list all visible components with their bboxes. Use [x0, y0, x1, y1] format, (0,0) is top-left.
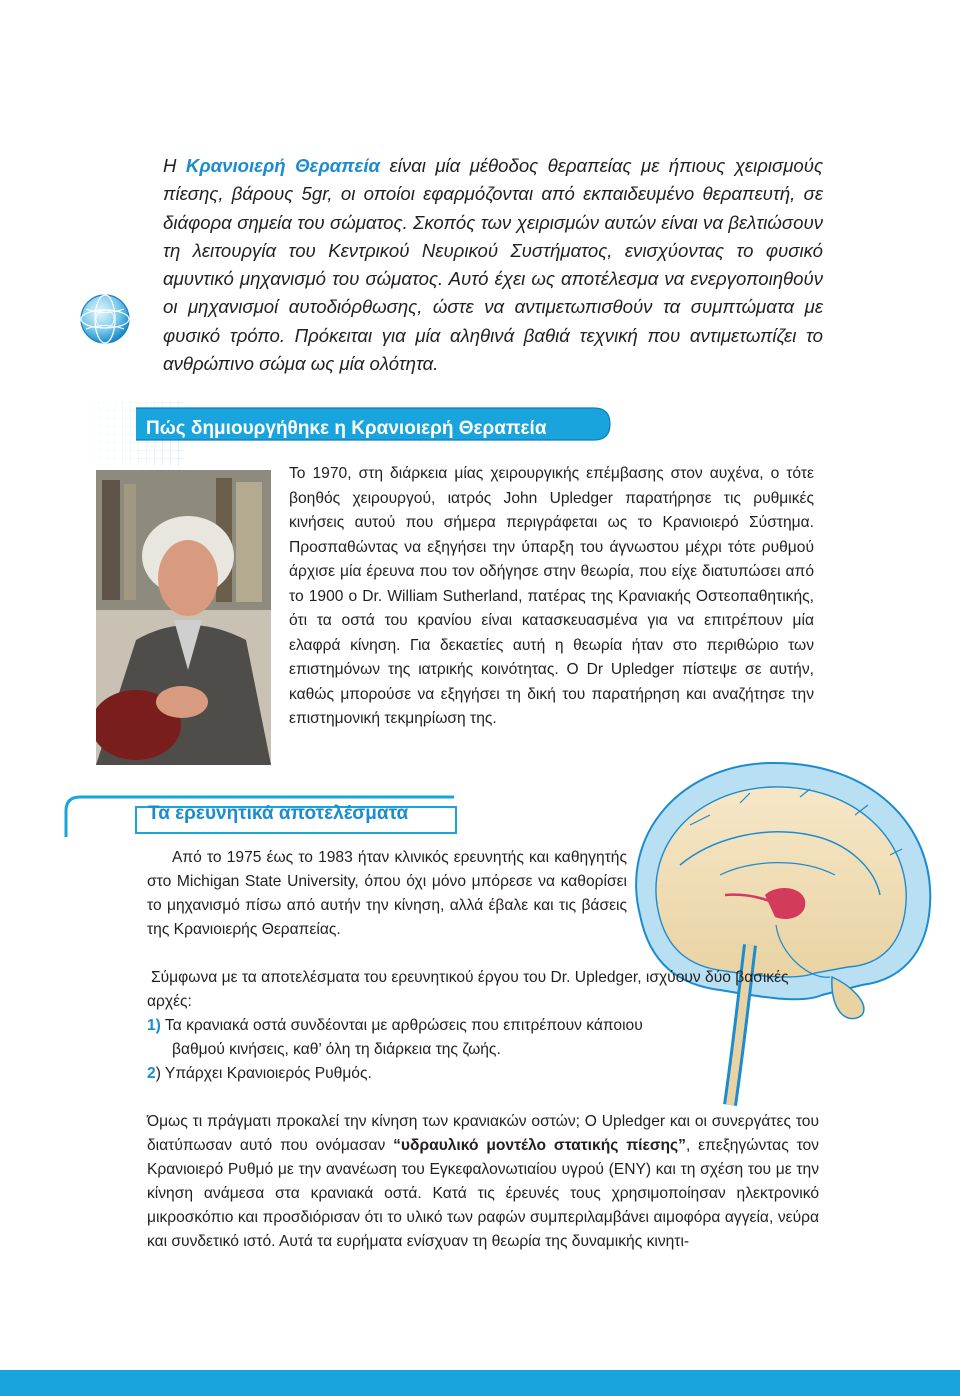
- intro-prefix: Η: [163, 155, 186, 176]
- results-principles: [147, 966, 819, 1086]
- brand-name: Κρανιοιερή Θεραπεία: [185, 155, 381, 176]
- results-text-3a: Όμως τι πράγματι προκαλεί την κίνηση των κρανιακών οστών; Ο Upledger και οι συνεργάτες του διατύπωσαν αυτό που ονόμασαν: [147, 1113, 819, 1154]
- results-text-3b: , επεξηγώντας τον Κρανιοιερό Ρυθμό με την ανανέωση του Εγκεφαλονωτιαίου υγρού (ΕΝΥ) και τη σχέση του με την κίνηση ανάμεσα στα κρανιακά οστά. Κατά τις έρευνές τους χρησιμοποίησαν ηλεκτρονικό μικροσκόπιο και προσδιόρισαν ότι το υλικό των ραφών συμπεριλαμβάνει αιμοφόρα αγγεία, νεύρα και συνδετικό ιστό. Αυτά τα ευρήματα ενίσχυαν τη θεωρία της δυναμικής κινητι-: [147, 1137, 819, 1250]
- principle-1-continuation: βαθμού κινήσεις, καθ’ όλη τη διάρκεια της ζωής.: [172, 1041, 501, 1058]
- principle-1-number: 1): [147, 1017, 161, 1034]
- principle-2: [147, 1062, 819, 1086]
- principle-2-text: ) Υπάρχει Κρανιοιερός Ρυθμός.: [155, 1065, 372, 1082]
- portrait-photo: [96, 470, 271, 765]
- results-text-1: Από το 1975 έως το 1983 ήταν κλινικός ερευνητής και καθηγητής στο Michigan State University, όπου όχι μόνο μπόρεσε να καθορίσει το μηχανισμό πίσω από αυτήν την κίνηση, αλλά έβαλε και τις βάσεις της Κρανιοιερής Θεραπείας.: [147, 849, 627, 938]
- principle-2-number: 2: [147, 1065, 156, 1082]
- globe-icon: [78, 292, 132, 346]
- intro-paragraph: [163, 152, 823, 378]
- results-paragraph-3: [147, 1110, 819, 1254]
- hydraulic-model-term: “υδραυλικό μοντέλο στατικής πίεσης”: [393, 1137, 686, 1154]
- section-title-results: Τα ερευνητικά αποτελέσματα: [148, 803, 409, 824]
- principle-1: [147, 1014, 819, 1062]
- section-title-history: Πώς δημιουργήθηκε η Κρανιοιερή Θεραπεία: [146, 418, 547, 439]
- results-text-2: Σύμφωνα με τα αποτελέσματα του ερευνητικού έργου του Dr. Upledger, ισχύουν δύο βασικές αρχές:: [147, 969, 789, 1010]
- results-paragraph-1: [147, 846, 627, 942]
- principle-1-text: Τα κρανιακά οστά συνδέονται με αρθρώσεις που επιτρέπουν κάποιου: [160, 1017, 643, 1034]
- footer-bar: [0, 1370, 960, 1396]
- history-body: Το 1970, στη διάρκεια μίας χειρουργικής επέμβασης στον αυχένα, ο τότε βοηθός χειρουργού, ιατρός John Upledger παρατήρησε τις ρυθμικές κινήσεις αυτού που σήμερα περιγράφεται ως το Κρανιοιερό Σύστημα. Προσπαθώντας να εξηγήσει την ύπαρξη του άγνωστου μέχρι τότε ρυθμού άρχισε μία έρευνα που τον οδήγησε στην θεωρία, που είχε διατυπώσει από το 1900 ο Dr. William Sutherland, πατέρας της Κρανιακής Οστεοπαθητικής, ότι τα οστά του κρανίου είναι κατασκευασμένα για να επιτρέπουν μία ελαφρά κίνηση. Για δεκαετίες αυτή η θεωρία ήταν στο περιθώριο των επιστημόνων της ιατρικής κοινότητας. Ο Dr Upledger πίστεψε σε αυτήν, καθώς μπορούσε να εξηγήσει τη δική του παρατήρηση και αναζήτησε την επιστημονική τεκμηρίωση της.: [289, 465, 814, 727]
- intro-text: είναι μία μέθοδος θεραπείας με ήπιους χειρισμούς πίεσης, βάρους 5gr, οι οποίοι εφαρμόζονται από εκπαιδευμένο θεραπευτή, σε διάφορα σημεία του σώματος. Σκοπός των χειρισμών αυτών είναι να βελτιώσουν τη λειτουργία του Κεντρικού Νευρικού Συστήματος, ενισχύοντας το φυσικό αμυντικό μηχανισμό του σώματος. Αυτό έχει ως αποτέλεσμα να ενεργοποιηθούν οι μηχανισμοί αυτοδιόρθωσης, ώστε να αντιμετωπισθούν τα συμπτώματα με φυσικό τρόπο. Πρόκειται για μία αληθινά βαθιά τεχνική που αντιμετωπίζει το ανθρώπινο σώμα ως μία ολότητα.: [163, 155, 824, 375]
